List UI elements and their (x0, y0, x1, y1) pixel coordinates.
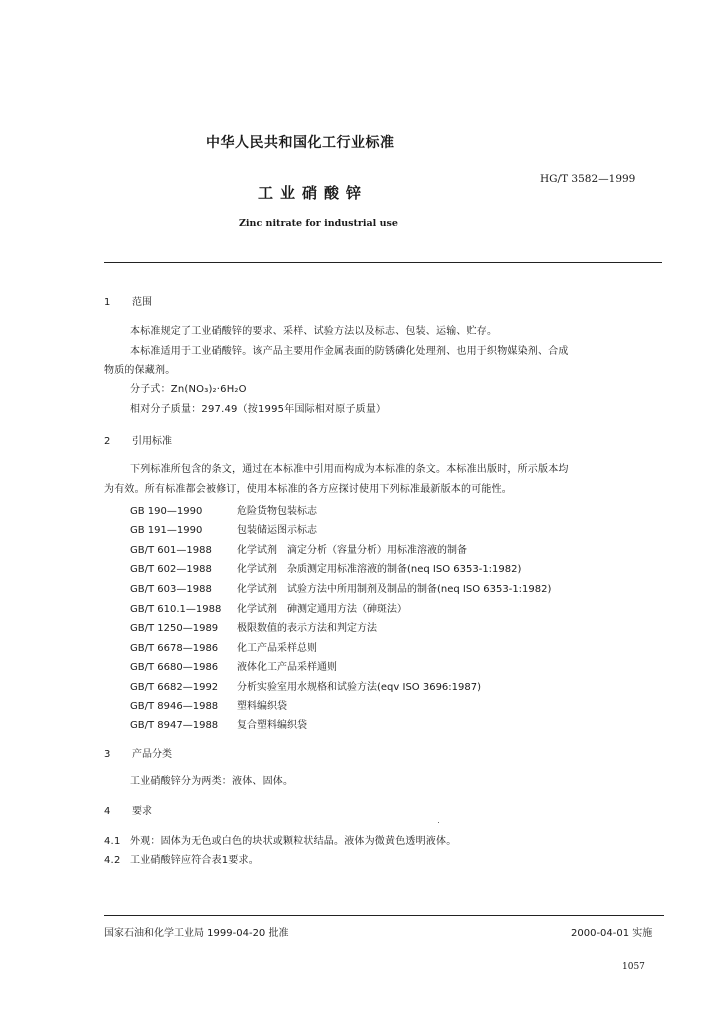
english-title: Zinc nitrate for industrial use (239, 218, 398, 229)
reference-code: GB/T 601—1988 (130, 545, 212, 556)
clause-text: 外观：固体为无色或白色的块状或颗粒状结晶。液体为微黄色透明液体。 (130, 836, 457, 847)
section-number: 3 (104, 749, 111, 760)
section-3-paragraph: 工业硝酸锌分为两类：液体、固体。 (130, 776, 294, 787)
section-title: 范围 (132, 297, 152, 308)
reference-code: GB/T 8947—1988 (130, 720, 219, 731)
reference-title: 塑料编织袋 (237, 701, 287, 712)
section-title: 产品分类 (132, 749, 172, 760)
section-1-heading (104, 293, 152, 308)
reference-item (130, 580, 551, 595)
reference-code: GB/T 602—1988 (130, 564, 212, 575)
approval-line: 国家石油和化学工业局 1999-04-20 批准 (104, 928, 289, 939)
reference-code: GB/T 610.1—1988 (130, 604, 222, 615)
requirement-4-1 (104, 832, 456, 847)
section-2-heading (104, 432, 172, 447)
reference-title: 化学试剂 滴定分析（容量分析）用标准溶液的制备 (237, 545, 467, 556)
header-divider (104, 262, 662, 263)
molecular-mass: 相对分子质量：297.49（按1995年国际相对原子质量） (130, 404, 387, 415)
footer-divider (104, 915, 664, 916)
reference-title: 极限数值的表示方法和判定方法 (237, 623, 377, 634)
reference-item (130, 600, 407, 615)
reference-item (130, 697, 287, 712)
section-number: 2 (104, 436, 111, 447)
reference-code: GB/T 603—1988 (130, 584, 212, 595)
reference-item (130, 716, 307, 731)
reference-title: 化学试剂 砷测定通用方法（砷斑法） (237, 604, 407, 615)
reference-item (130, 541, 467, 556)
molecular-formula: 分子式：Zn(NO₃)₂·6H₂O (130, 384, 247, 395)
section-2-paragraph: 为有效。所有标准都会被修订，使用本标准的各方应探讨使用下列标准最新版本的可能性。 (104, 484, 512, 495)
section-number: 4 (104, 806, 111, 817)
reference-title: 液体化工产品采样通则 (237, 662, 337, 673)
reference-code: GB/T 6682—1992 (130, 682, 219, 693)
reference-code: GB/T 1250—1989 (130, 623, 219, 634)
section-2-paragraph: 下列标准所包含的条文，通过在本标准中引用而构成为本标准的条文。本标准出版时，所示版本均 (130, 464, 569, 475)
section-title: 要求 (132, 806, 152, 817)
reference-item (130, 560, 521, 575)
reference-code: GB/T 6680—1986 (130, 662, 219, 673)
reference-item (130, 521, 317, 536)
reference-title: 危险货物包装标志 (237, 506, 317, 517)
section-1-paragraph: 本标准适用于工业硝酸锌。该产品主要用作金属表面的防锈磷化处理剂、也用于织物媒染剂、合成 (130, 346, 569, 357)
reference-item (130, 619, 377, 634)
section-3-heading (104, 745, 172, 760)
clause-number: 4.2 (104, 855, 121, 866)
scan-speck (438, 822, 439, 823)
reference-code: GB/T 8946—1988 (130, 701, 219, 712)
section-4-heading (104, 802, 152, 817)
standard-category-heading: 中华人民共和国化工行业标准 (206, 135, 395, 151)
section-title: 引用标准 (132, 436, 172, 447)
reference-code: GB/T 6678—1986 (130, 643, 219, 654)
reference-title: 复合塑料编织袋 (237, 720, 307, 731)
section-1-paragraph: 本标准规定了工业硝酸锌的要求、采样、试验方法以及标志、包装、运输、贮存。 (130, 326, 498, 337)
reference-title: 化工产品采样总则 (237, 643, 317, 654)
section-number: 1 (104, 297, 111, 308)
reference-item (130, 639, 317, 654)
reference-title: 分析实验室用水规格和试验方法(eqv ISO 3696:1987) (237, 682, 482, 693)
effective-date: 2000-04-01 实施 (571, 928, 653, 939)
reference-item (130, 658, 337, 673)
reference-code: GB 190—1990 (130, 506, 203, 517)
reference-item (130, 502, 317, 517)
reference-code: GB 191—1990 (130, 525, 203, 536)
requirement-4-2 (104, 851, 259, 866)
reference-title: 化学试剂 杂质测定用标准溶液的制备(neq ISO 6353-1:1982) (237, 564, 522, 575)
reference-title: 化学试剂 试验方法中所用制剂及制品的制备(neq ISO 6353-1:1982) (237, 584, 552, 595)
section-1-paragraph: 物质的保藏剂。 (104, 365, 176, 376)
standard-code: HG/T 3582—1999 (540, 173, 636, 185)
clause-number: 4.1 (104, 836, 121, 847)
reference-item (130, 678, 481, 693)
reference-title: 包装储运图示标志 (237, 525, 317, 536)
page-number: 1057 (622, 962, 645, 972)
clause-text: 工业硝酸锌应符合表1要求。 (130, 855, 259, 866)
document-title: 工业硝酸锌 (258, 184, 369, 202)
